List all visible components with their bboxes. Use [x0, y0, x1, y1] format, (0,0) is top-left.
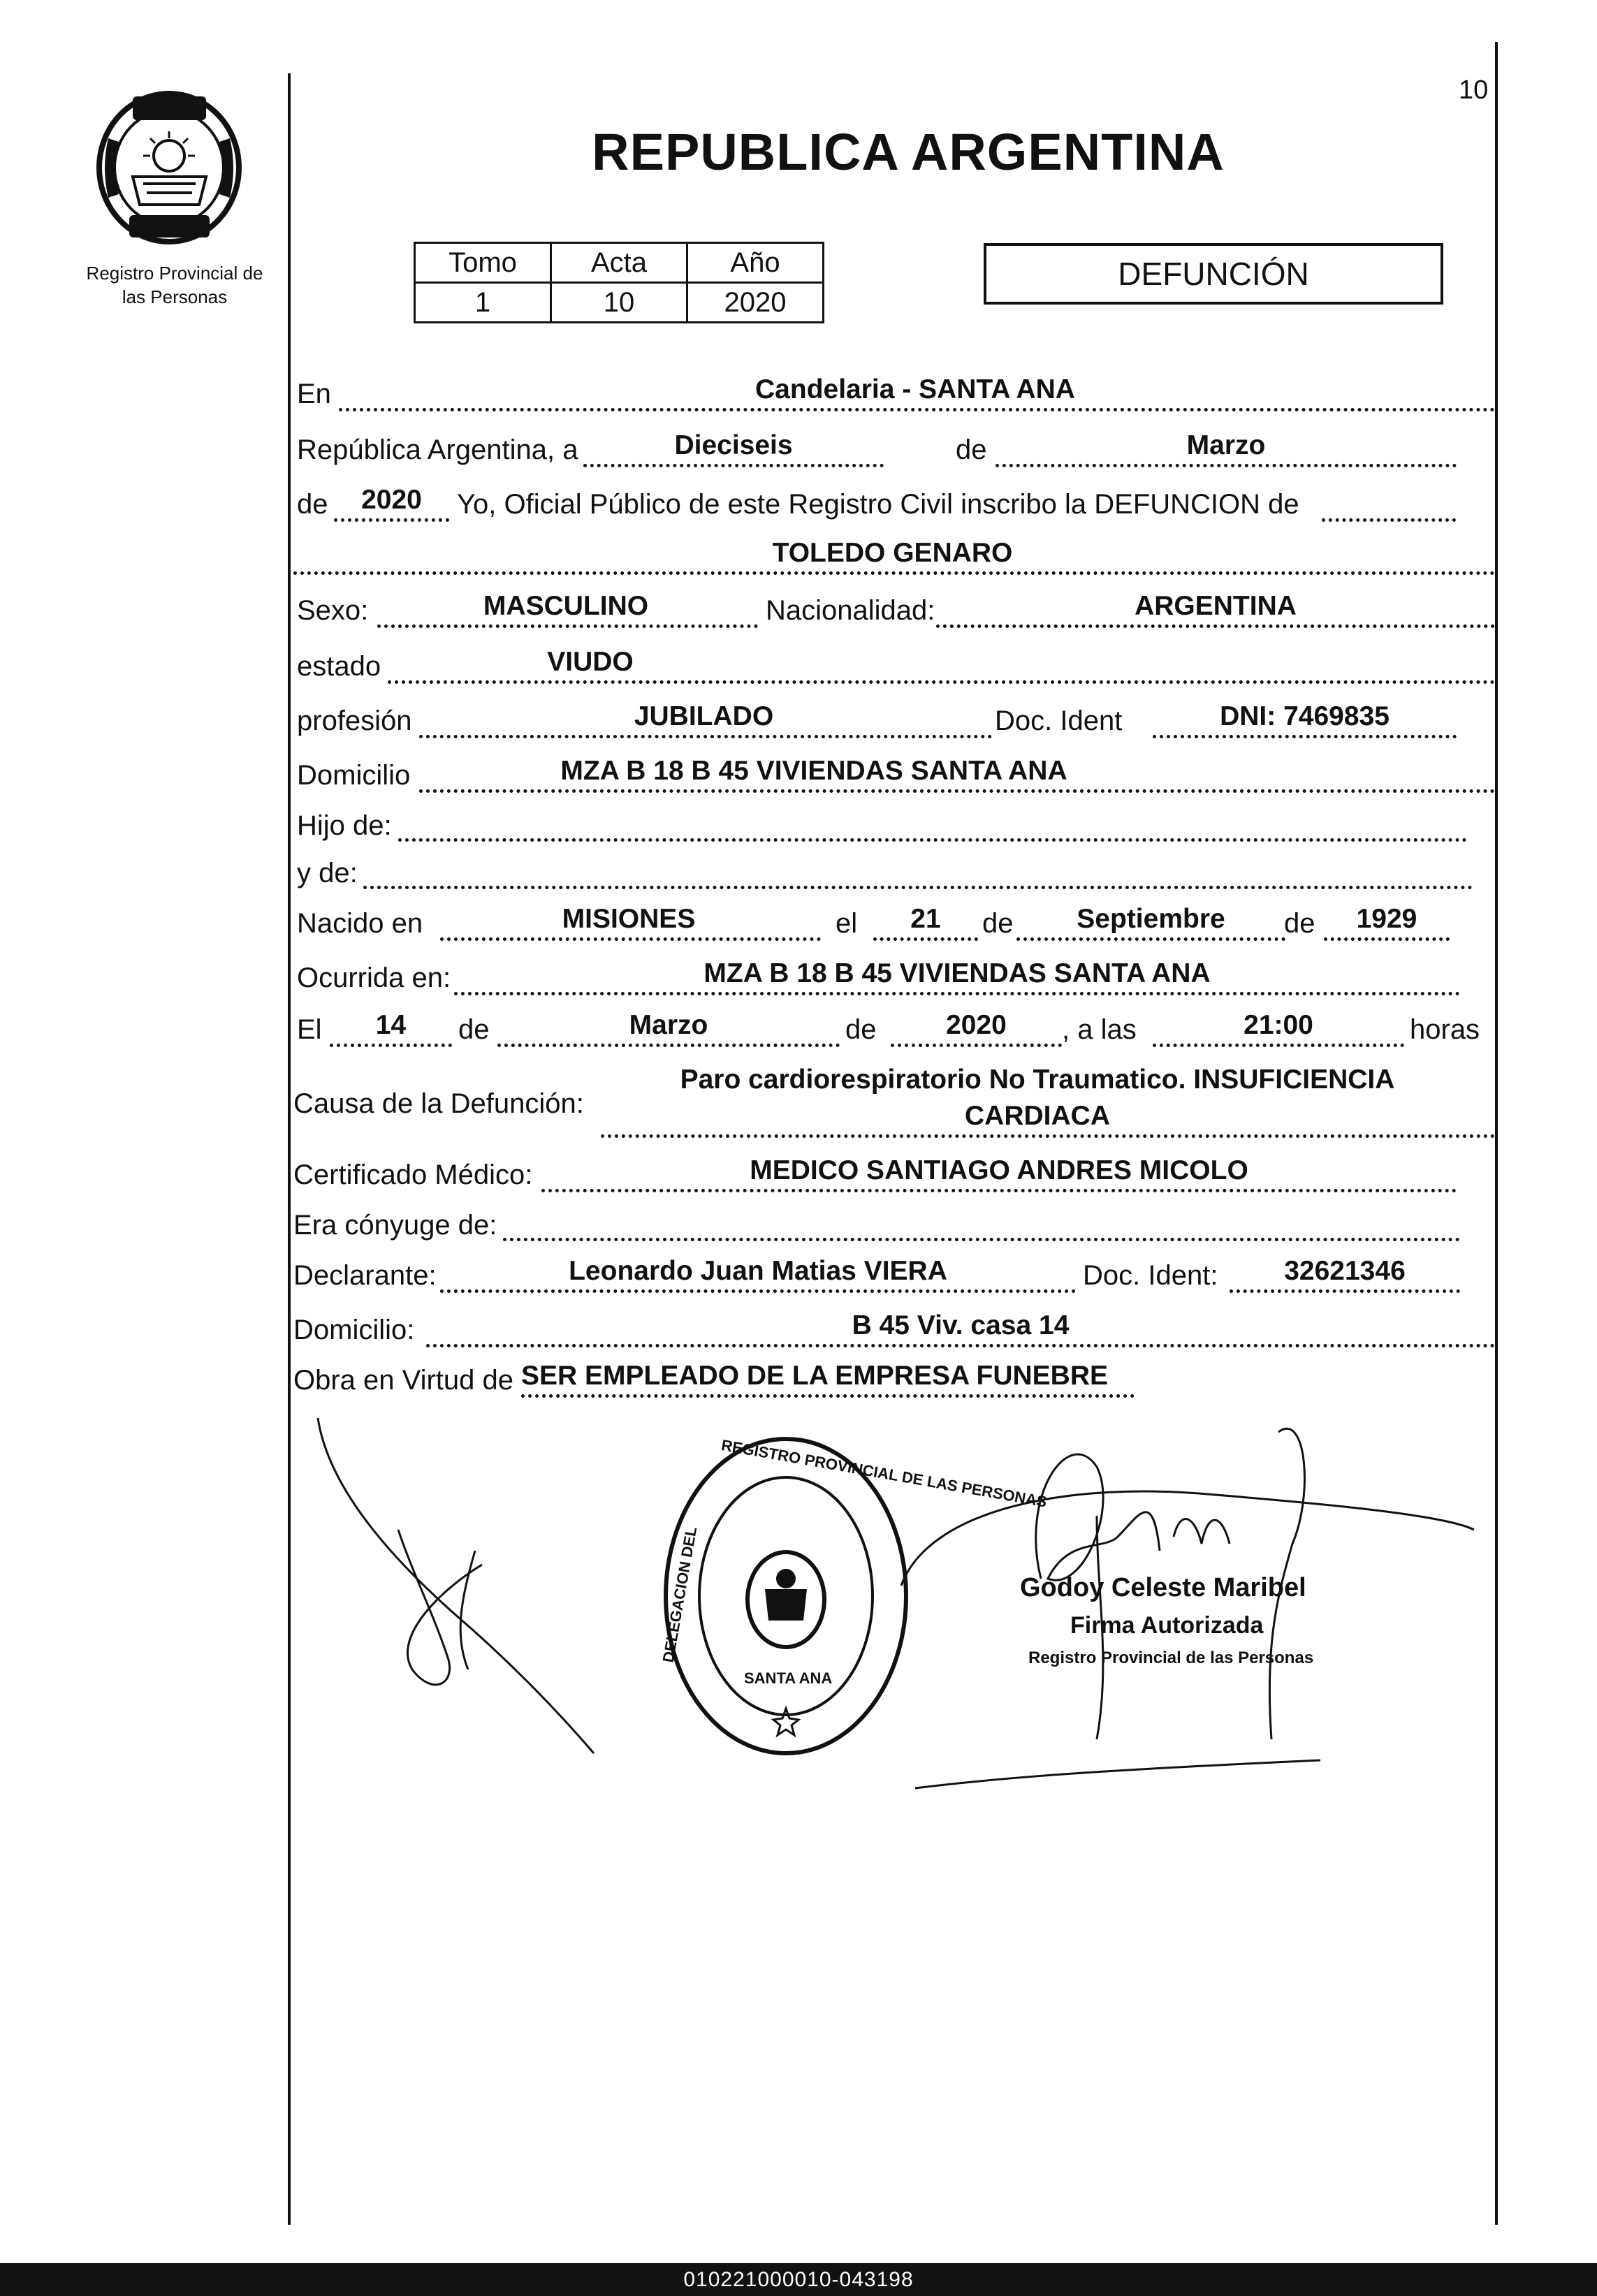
record-table-acta: 10	[551, 283, 687, 323]
estado-line	[388, 680, 1495, 684]
profesion-value: JUBILADO	[634, 701, 774, 731]
domicilio-label: Domicilio	[297, 760, 411, 791]
death-year: 2020	[946, 1010, 1007, 1040]
birth-day: 21	[910, 904, 941, 934]
record-table-value-row	[415, 283, 824, 323]
republica-label: República Argentina, a	[297, 434, 578, 465]
nacido-line	[440, 937, 821, 941]
nacionalidad-line	[936, 624, 1495, 628]
record-table-header-row	[415, 243, 824, 283]
record-table-anio: 2020	[687, 283, 824, 323]
declarante-label: Declarante:	[293, 1260, 437, 1291]
nacionalidad-value: ARGENTINA	[1135, 591, 1297, 621]
declarante-line	[440, 1289, 1076, 1293]
certificado-label: Certificado Médico:	[293, 1160, 533, 1190]
birth-month: Septiembre	[1077, 904, 1225, 934]
record-type-box: DEFUNCIÓN	[984, 243, 1443, 305]
doc2-line	[1230, 1289, 1460, 1293]
yde-label: y de:	[297, 858, 358, 889]
causa-line2: CARDIACA	[965, 1101, 1110, 1131]
death-day-line	[330, 1044, 452, 1047]
record-table-tomo: 1	[415, 283, 551, 323]
profesion-label: profesión	[297, 705, 412, 736]
page-number: 10	[1459, 75, 1489, 105]
domicilio-line	[419, 789, 1495, 793]
deceased-name-line	[293, 571, 1495, 575]
page-title: REPUBLICA ARGENTINA	[592, 123, 1225, 181]
year-line	[334, 518, 449, 522]
doc-label: Doc. Ident	[995, 705, 1123, 736]
declarante-signature	[307, 1404, 615, 1767]
authorized-signature	[887, 1411, 1502, 1802]
de-label-4: de	[1284, 908, 1315, 939]
nacido-label: Nacido en	[297, 908, 423, 939]
de-label-2: de	[297, 489, 328, 520]
alas-label: , a las	[1062, 1014, 1137, 1045]
de-label-3: de	[982, 908, 1014, 939]
death-year-line	[891, 1044, 1062, 1047]
causa-line1: Paro cardiorespiratorio No Traumatico. INSUFICIENCIA	[680, 1065, 1395, 1095]
doc-line	[1153, 735, 1457, 738]
birth-year-line	[1324, 937, 1450, 941]
authorized-org: Registro Provincial de las Personas	[1028, 1648, 1314, 1667]
deceased-name: TOLEDO GENARO	[772, 538, 1013, 568]
estado-value: VIUDO	[547, 647, 634, 677]
birth-year: 1929	[1356, 904, 1417, 934]
causa-line	[601, 1134, 1495, 1138]
sexo-value: MASCULINO	[483, 591, 649, 621]
doc2-label: Doc. Ident:	[1083, 1260, 1218, 1291]
place-value: Candelaria - SANTA ANA	[755, 374, 1075, 404]
day-line	[583, 464, 884, 467]
footer-barcode: 010221000010-043198	[0, 2263, 1597, 2296]
death-time-line	[1153, 1044, 1404, 1047]
doc2-value: 32621346	[1284, 1256, 1406, 1286]
right-margin-line	[1495, 42, 1498, 2225]
death-month-line	[497, 1044, 840, 1047]
official-stamp	[659, 1432, 1049, 1760]
certificado-value: MEDICO SANTIAGO ANDRES MICOLO	[750, 1155, 1248, 1185]
declaration-text: Yo, Oficial Público de este Registro Civil inscribo la DEFUNCION de	[457, 489, 1299, 520]
ocurrida-value: MZA B 18 B 45 VIVIENDAS SANTA ANA	[703, 958, 1211, 988]
causa-label: Causa de la Defunción:	[293, 1088, 584, 1119]
ocurrida-label: Ocurrida en:	[297, 963, 451, 993]
registry-label-line2: las Personas	[122, 286, 228, 307]
estado-label: estado	[297, 651, 381, 682]
stamp-inner: SANTA ANA	[744, 1669, 833, 1687]
stamp-outer-left: DELEGACION DEL	[659, 1525, 701, 1664]
place-line	[339, 408, 1495, 411]
month-value: Marzo	[1186, 430, 1266, 460]
sexo-label: Sexo:	[297, 595, 369, 626]
ocurrida-line	[454, 992, 1460, 995]
birth-day-line	[873, 937, 978, 941]
de-label-1: de	[956, 434, 987, 465]
conyuge-label: Era cónyuge de:	[293, 1210, 497, 1241]
de-label-6: de	[845, 1014, 877, 1045]
nacionalidad-label: Nacionalidad:	[766, 595, 935, 626]
hijo-label: Hijo de:	[297, 810, 392, 841]
birth-month-line	[1016, 937, 1285, 941]
registry-label	[63, 261, 286, 309]
obra-line	[521, 1394, 1135, 1398]
provincial-seal	[94, 89, 245, 247]
authorized-name: Godoy Celeste Maribel	[1020, 1573, 1306, 1602]
doc-value: DNI: 7469835	[1220, 701, 1390, 731]
domicilio-value: MZA B 18 B 45 VIVIENDAS SANTA ANA	[560, 756, 1067, 786]
year-value: 2020	[361, 485, 422, 515]
death-time: 21:00	[1244, 1010, 1313, 1040]
de-label-5: de	[458, 1014, 490, 1045]
hijo-line	[398, 838, 1467, 842]
day-value: Dieciseis	[674, 430, 793, 460]
certificado-line	[541, 1189, 1457, 1192]
obra-value: SER EMPLEADO DE LA EMPRESA FUNEBRE	[521, 1361, 1109, 1391]
profesion-line	[419, 735, 992, 738]
yde-line	[363, 886, 1473, 889]
en-label: En	[297, 379, 331, 409]
death-month: Marzo	[629, 1010, 708, 1040]
month-line	[996, 464, 1457, 467]
record-table	[414, 242, 824, 323]
domicilio2-label: Domicilio:	[293, 1315, 415, 1345]
sexo-line	[377, 624, 758, 628]
el2-label: El	[297, 1014, 322, 1045]
horas-label: horas	[1410, 1014, 1480, 1045]
nacido-value: MISIONES	[562, 904, 696, 934]
obra-label: Obra en Virtud de	[293, 1365, 514, 1396]
el-label: el	[836, 908, 858, 939]
death-day: 14	[375, 1010, 407, 1040]
domicilio2-line	[426, 1344, 1495, 1347]
record-table-header-tomo: Tomo	[415, 243, 551, 283]
record-table-header-anio: Año	[687, 243, 824, 283]
stamp-outer-top: REGISTRO PROVINCIAL DE LAS PERSONAS	[720, 1436, 1049, 1511]
registry-label-line1: Registro Provincial de	[86, 263, 263, 284]
domicilio2-value: B 45 Viv. casa 14	[852, 1310, 1070, 1340]
conyuge-line	[503, 1238, 1460, 1241]
declaration-line	[1322, 518, 1456, 522]
declarante-value: Leonardo Juan Matias VIERA	[569, 1256, 947, 1286]
record-table-header-acta: Acta	[551, 243, 687, 283]
left-margin-line	[288, 73, 291, 2225]
authorized-title: Firma Autorizada	[1070, 1612, 1264, 1639]
